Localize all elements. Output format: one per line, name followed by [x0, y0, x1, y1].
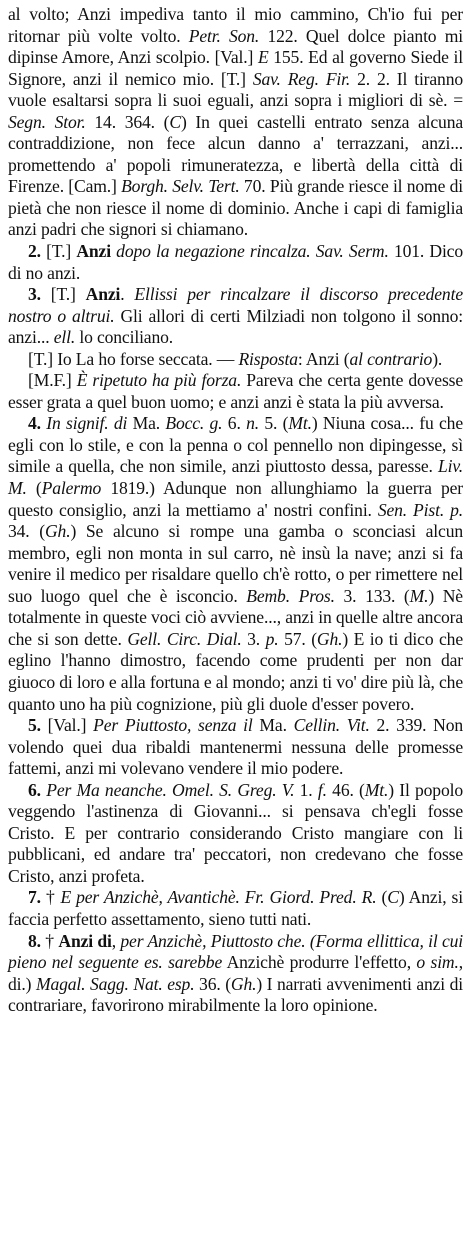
text-run: ) In quei castelli entrato senza alcuna contraddizione, non fece alcun danno a' terrazzani, anzi... promettendo a' popoli rimuneratezza, e libertà della città di Firenze. [Cam.]	[8, 111, 464, 197]
text-run: lo conciliano.	[75, 327, 174, 348]
italic-text: al contrario	[349, 348, 433, 369]
bold-text: Anzi	[85, 284, 121, 305]
sense-8-paragraph	[8, 931, 463, 1017]
text-run: (	[376, 887, 388, 908]
italic-text: o sim.	[416, 952, 459, 973]
italic-text: Bemb. Pros.	[246, 585, 335, 606]
text-run: 155. Ed al governo Siede il Signore, anzi il nemico mio. [T.]	[8, 47, 463, 89]
text-run: 3. 133. (	[334, 585, 410, 606]
text-run: Ma.	[127, 413, 166, 434]
italic-text: Palermo	[41, 478, 102, 499]
italic-text: E	[257, 47, 269, 68]
italic-text: Cellin. Vit.	[293, 715, 370, 736]
italic-text: M.	[409, 585, 429, 606]
italic-text: Gh.	[45, 521, 71, 542]
text-run: ) Il popolo veggendo l'astinenza di Giovanni... si pensava ch'egli fosse Cristo. E per contrario considerando Cristo mangiare con li pubblicani, ed andare tra' peccatori, non credevano che fosse Cristo, anzi profeta.	[8, 779, 463, 886]
text-run: ,	[111, 930, 121, 951]
italic-text: Gell. Circ. Dial.	[127, 628, 242, 649]
sense-5-paragraph	[8, 715, 463, 780]
text-run: 5. (	[258, 413, 289, 434]
italic-text: Per Ma neanche. Omel. S. Greg. V.	[46, 779, 295, 800]
text-run: 2. 339. Non volendo quei dua ribaldi mantenermi nessuna delle promesse fattemi, anzi mi volevano vendere il mio podere.	[8, 715, 463, 779]
italic-text: Per Piuttosto, senza il	[93, 715, 253, 736]
italic-text: Risposta	[238, 348, 298, 369]
text-run: 34. (	[8, 521, 45, 542]
text-run: ) Anzi, si faccia perfetto assettamento, sieno tutti nati.	[8, 887, 463, 929]
text-run: ).	[432, 348, 443, 369]
text-run: , di.)	[8, 952, 463, 994]
entry-paragraph-intro	[8, 4, 463, 241]
italic-text: Ellissi per rincalzare il discorso precedente nostro o altrui.	[8, 284, 463, 326]
text-run: 122. Quel dolce pianto mi dipinse Amore, Anzi scolpio. [Val.]	[8, 25, 463, 68]
text-run: [T.]	[40, 241, 77, 262]
italic-text: ell.	[53, 327, 76, 348]
bold-text: 7.	[28, 887, 41, 908]
text-run: 101. Dico di no anzi.	[8, 241, 463, 283]
text-run: .	[120, 284, 135, 305]
text-run: [M.F.]	[28, 370, 77, 391]
bold-text: 3.	[28, 284, 41, 305]
text-run: †	[40, 887, 61, 908]
text-run: †	[40, 930, 59, 951]
text-run: ) I narrati avvenimenti anzi di contrariare, favorirono mirabilmente la loro opinione.	[8, 973, 464, 1016]
text-run: 6.	[222, 413, 247, 434]
sense-3-note-paragraph	[8, 370, 463, 413]
text-run: 46. (	[326, 779, 365, 800]
sense-7-paragraph	[8, 887, 463, 930]
sense-3-example-paragraph	[8, 349, 463, 371]
text-run: 3.	[241, 628, 266, 649]
text-run: 1819.) Adunque non allunghiamo la guerra per questo consiglio, anzi la mettiamo a' nostri confini.	[8, 478, 463, 520]
sense-3-paragraph	[8, 284, 463, 349]
bold-text: Anzi di	[58, 930, 112, 951]
italic-text: Magal. Sagg. Nat. esp.	[35, 973, 195, 994]
text-run: Gli allori di certi Milziadi non tolgono il sonno: anzi...	[8, 305, 463, 348]
sense-2-paragraph	[8, 241, 463, 284]
italic-text: Gh.	[230, 973, 257, 994]
italic-text: p.	[265, 628, 279, 649]
italic-text: Mt.	[364, 779, 389, 800]
italic-text: f.	[317, 779, 327, 800]
italic-text: n.	[246, 413, 259, 434]
text-run: [T.] Io La ho forse seccata. —	[28, 348, 239, 369]
text-run: al volto; Anzi impediva tanto il mio cammino, Ch'io fui per ritornar più volte volto.	[8, 4, 463, 46]
text-run: Ma.	[252, 715, 294, 736]
bold-text: 6.	[28, 779, 41, 800]
italic-text: C	[387, 887, 399, 908]
italic-text: dopo la negazione rincalza. Sav. Serm.	[116, 241, 389, 262]
italic-text: Liv. M.	[8, 456, 463, 499]
sense-4-paragraph	[8, 413, 463, 715]
italic-text: Sen. Pist. p.	[377, 499, 463, 520]
italic-text: È ripetuto ha più forza.	[76, 370, 242, 391]
text-run: [Val.]	[40, 715, 94, 736]
text-run: ) Nè totalmente in queste voci ciò avviene..., anzi in quelle altre ancora che si son dette.	[8, 585, 463, 649]
italic-text: Bocc. g.	[165, 413, 223, 434]
italic-text: Borgh. Selv. Tert.	[121, 176, 240, 197]
sense-6-paragraph	[8, 780, 463, 888]
bold-text: 4.	[28, 413, 41, 434]
italic-text: Gh.	[316, 628, 343, 649]
italic-text: per Anzichè, Piuttosto che. (Forma ellittica, il cui pieno nel seguente es. sarebbe	[8, 930, 463, 973]
bold-text: 2.	[28, 241, 41, 262]
italic-text: C	[169, 111, 181, 132]
italic-text: E per Anzichè, Avantichè. Fr. Giord. Pred. R.	[60, 887, 377, 908]
text-run: ) E io ti dico che eglino l'hanno dimostro, facendo come prudenti per non dar giuoco di loro e alla fortuna e al mondo; anzi ti vo' dire più là, che quanto uno ha più cognizione, più gli duole d'esser povero.	[8, 628, 463, 714]
text-run: 36. (	[194, 973, 231, 994]
text-run: 2. 2. Il tiranno vuole esaltarsi sopra li suoi eguali, anzi sopra i migliori di sè. =	[8, 68, 463, 111]
bold-text: 8.	[28, 930, 41, 951]
text-run: ) Niuna cosa... fu che egli con lo stile, e con la penna o col pennello non dipingesse, sì simile a quella, che non simile, anzi piuttosto dessa, paresse.	[8, 413, 463, 477]
text-run: 70. Più grande riesce il nome di pietà che non riesce il nome di dominio. Anche i capi di famiglia anzi padri che signori si chiamano.	[8, 176, 463, 240]
text-run: [T.]	[40, 284, 86, 305]
bold-text: 5.	[28, 715, 41, 736]
italic-text: Petr. Son.	[188, 25, 260, 46]
text-run: : Anzi (	[297, 348, 350, 369]
italic-text: Mt.	[288, 413, 312, 434]
text-run: (	[26, 478, 42, 499]
text-run: Anzichè produrre l'effetto,	[222, 952, 417, 973]
italic-text: Sav. Reg. Fir.	[252, 68, 351, 89]
italic-text: Segn. Stor.	[8, 111, 86, 132]
text-run: ) Se alcuno si rompe una gamba o sconciasi alcun membro, egli non monta in sul carro, nè insù la nave; anzi si fa venire il medico per risaldare quello ch'è rotto, o per rimettere nel suo luogo quel che è isconcio.	[8, 521, 464, 606]
text-run: Pareva che certa gente dovesse esser grata a quel buon uomo; e anzi anzi è stata la più avversa.	[8, 370, 463, 412]
text-run: 1.	[294, 779, 318, 800]
text-run: 14. 364. (	[85, 111, 170, 132]
bold-text: Anzi	[76, 241, 111, 262]
italic-text: In signif. di	[46, 413, 128, 434]
text-run: 57. (	[278, 628, 317, 649]
